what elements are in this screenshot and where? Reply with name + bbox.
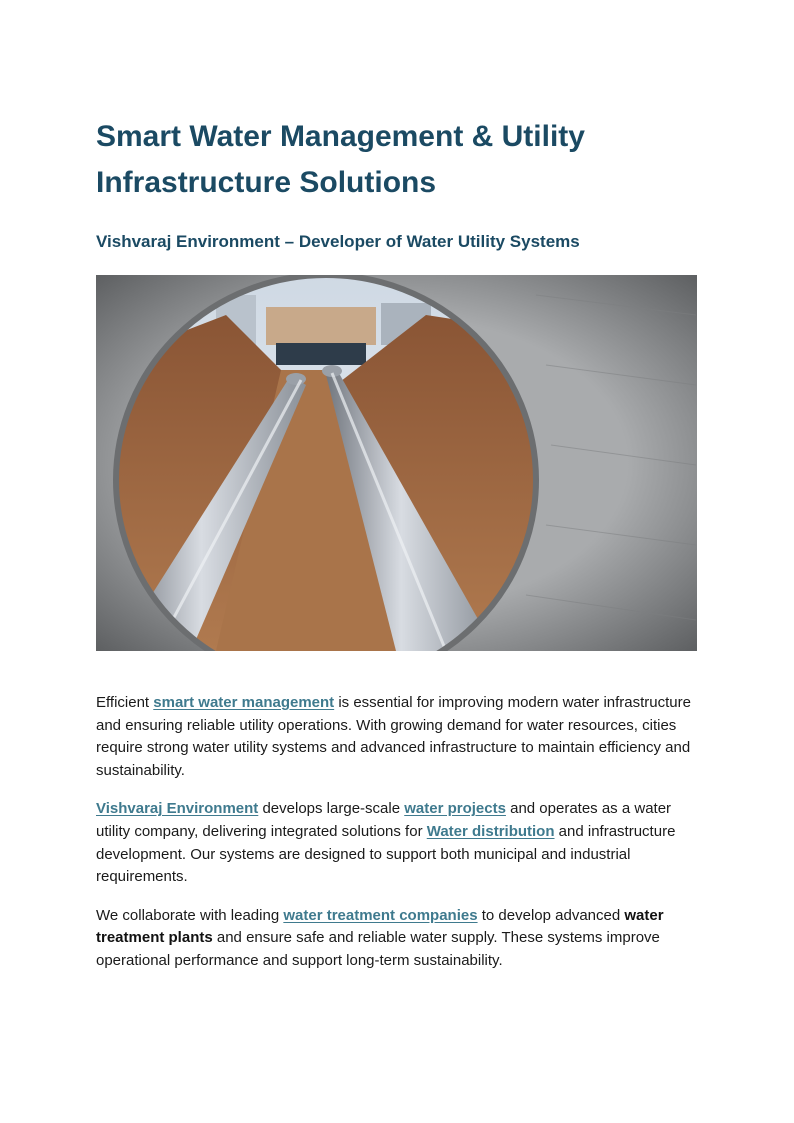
paragraph-2 — [96, 798, 697, 888]
text-run: and operates as a water utility company, delivering integrated solutions for — [96, 800, 672, 840]
link-water-treatment-companies[interactable]: water treatment companies — [283, 906, 478, 924]
link-water-projects[interactable]: water projects — [404, 800, 506, 818]
text-run: to develop advanced — [477, 906, 625, 924]
text-run: is essential for improving modern water infrastructure and ensuring reliable utility operations. With growing demand for water resources, cities require strong water utility systems and advanced infrastructure to maintain efficiency and sustainability. — [96, 694, 691, 779]
page-subtitle: Vishvaraj Environment – Developer of Water Utility Systems — [96, 232, 580, 251]
body-text — [96, 692, 697, 989]
link-vishvaraj-environment[interactable]: Vishvaraj Environment — [96, 800, 259, 818]
hero-image — [96, 275, 697, 651]
link-water-distribution[interactable]: Water distribution — [426, 822, 555, 840]
pipeline-trench-photo-icon — [96, 275, 697, 651]
text-run: Efficient — [96, 694, 154, 711]
paragraph-3 — [96, 905, 697, 973]
text-run: We collaborate with leading — [96, 906, 284, 924]
paragraph-1 — [96, 692, 697, 782]
link-smart-water-management[interactable]: smart water management — [153, 694, 335, 711]
bold-water-treatment-plants: water treatment plants — [96, 906, 664, 947]
text-run: develops large-scale — [258, 800, 405, 818]
text-run: and infrastructure development. Our systems are designed to support both municipal and industrial requirements. — [96, 822, 676, 886]
page-title: Smart Water Management & Utility Infrastructure Solutions — [96, 120, 585, 199]
text-run: and ensure safe and reliable water supply. These systems improve operational performance and support long-term sustainability. — [96, 929, 660, 969]
